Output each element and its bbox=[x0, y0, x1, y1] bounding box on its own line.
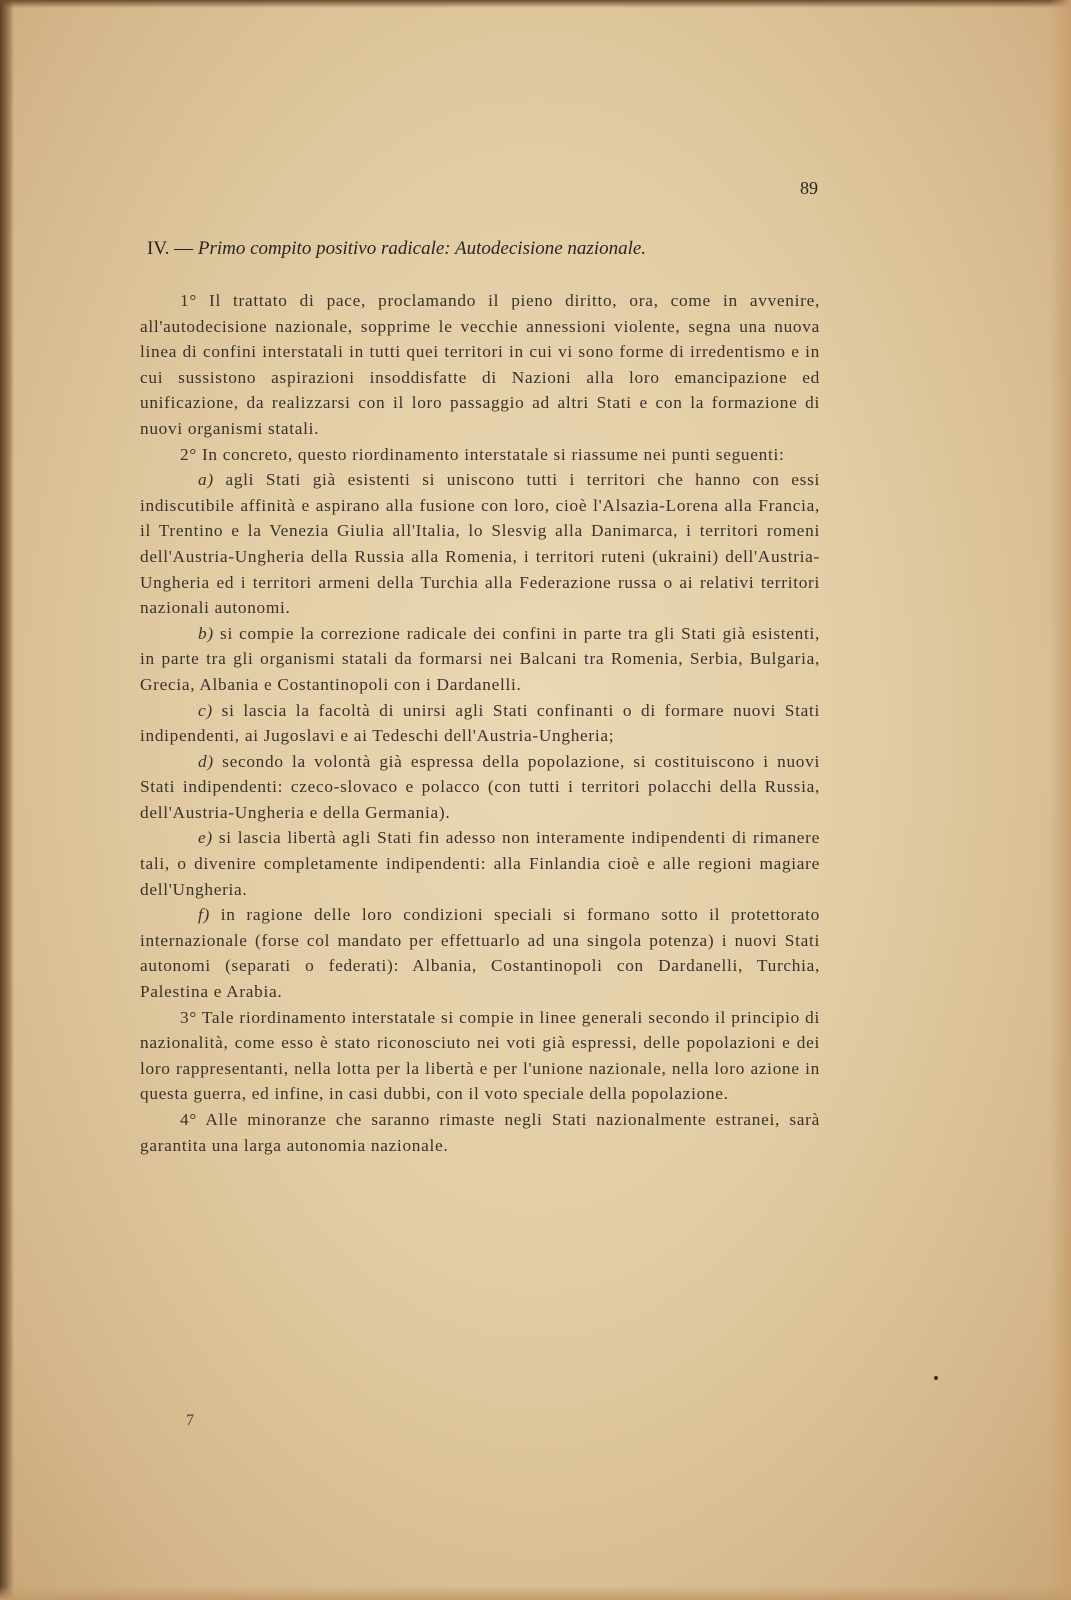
section-numeral: IV. — bbox=[147, 238, 194, 259]
list-item-label: f) bbox=[198, 905, 210, 925]
page-edge-shadow-right bbox=[1049, 0, 1071, 1600]
list-item-text: si compie la correzione radicale dei confini in parte tra gli Stati già esistenti, in parte tra gli organismi statali da formarsi nei Balcani tra Romenia, Serbia, Bulgaria, Grecia, Albania e Costantinopoli con i Dardanelli. bbox=[140, 623, 820, 694]
ink-dot bbox=[934, 1376, 938, 1380]
paragraph-text: 3° Tale riordinamento interstatale si compie in linee generali secondo il principio di nazionalità, come esso è stato riconosciuto nei voti già espressi, delle popolazioni e dei loro rappresentanti, nella lotta per la libertà e per l'unione nazionale, nella loro azione in questa guerra, ed infine, in casi dubbi, con il voto speciale della popolazione. bbox=[140, 1007, 820, 1104]
list-item-text: secondo la volontà già espressa della popolazione, si costituiscono i nuovi Stati indipendenti: czeco-slovaco e polacco (con tutti i territori polacchi della Russia, dell'Austria-Ungheria e della Germania). bbox=[140, 751, 820, 822]
list-item-text: si lascia la facoltà di unirsi agli Stati confinanti o di formare nuovi Stati indipendenti, ai Jugoslavi e ai Tedeschi dell'Austria-Ungheria; bbox=[140, 700, 820, 746]
page-edge-shadow-left bbox=[0, 0, 14, 1600]
list-item-b bbox=[140, 621, 820, 698]
section-heading bbox=[147, 238, 827, 260]
list-item-label: a) bbox=[198, 470, 214, 490]
list-item-d bbox=[140, 749, 820, 826]
list-item-label: b) bbox=[198, 623, 214, 643]
list-item-label: e) bbox=[198, 828, 213, 848]
paragraph-3 bbox=[140, 1005, 820, 1107]
section-title: Primo compito positivo radicale: Autodecisione nazionale. bbox=[197, 238, 647, 259]
paragraph-1 bbox=[140, 288, 820, 442]
paragraph-text: 1° Il trattato di pace, proclamando il pieno diritto, ora, come in avvenire, all'autodecisione nazionale, sopprime le vecchie annessioni violente, segna una nuova linea di confini interstatali in tutti quei territori in cui vi sono forme di irredentismo e in cui sussistono aspirazioni insoddisfatte di Nazioni alla loro emancipazione ed unificazione, da realizzarsi con il loro passaggio ad altri Stati e con la formazione di nuovi organismi statali. bbox=[140, 291, 820, 438]
paragraph-text: 4° Alle minoranze che saranno rimaste negli Stati nazionalmente estranei, sarà garantita una larga autonomia nazionale. bbox=[140, 1110, 820, 1155]
page-number: 89 bbox=[800, 178, 818, 198]
paragraph-2 bbox=[140, 442, 820, 468]
list-item-text: agli Stati già esistenti si uniscono tutti i territori che hanno con essi indiscutibile affinità e aspirano alla fusione con loro, cioè l'Alsazia-Lorena alla Francia, il Trentino e la Venezia Giulia all'Italia, lo Slesvig alla Danimarca, i territori romeni dell'Austria-Ungheria della Russia alla Romenia, i territori ruteni (ukraini) dell'Austria-Ungheria ed i territori armeni della Turchia alla Federazione russa o ai relativi territori nazionali autonomi. bbox=[140, 470, 820, 618]
page-edge-shadow-top bbox=[0, 0, 1071, 8]
page-edge-shadow-bottom bbox=[0, 1586, 1071, 1600]
list-item-label: d) bbox=[198, 751, 214, 771]
body-text bbox=[140, 288, 820, 1158]
list-item-e bbox=[140, 825, 820, 902]
list-item-f bbox=[140, 902, 820, 1004]
list-item-text: in ragione delle loro condizioni speciali si formano sotto il protettorato internazionale (forse col mandato per effettuarlo ad una singola potenza) i nuovi Stati autonomi (separati o federati): Albania, Costantinopoli con Dardanelli, Turchia, Palestina e Arabia. bbox=[140, 905, 820, 1002]
signature-mark: 7 bbox=[186, 1412, 194, 1429]
list-item-c bbox=[140, 698, 820, 749]
list-item-label: c) bbox=[198, 700, 213, 720]
list-item-text: si lascia libertà agli Stati fin adesso non interamente indipendenti di rimanere tali, o divenire completamente indipendenti: alla Finlandia cioè e alle regioni magiare dell'Ungheria. bbox=[140, 828, 820, 899]
list-item-a bbox=[140, 467, 820, 621]
paragraph-text: 2° In concreto, questo riordinamento interstatale si riassume nei punti seguenti: bbox=[180, 444, 785, 464]
paragraph-4 bbox=[140, 1107, 820, 1158]
